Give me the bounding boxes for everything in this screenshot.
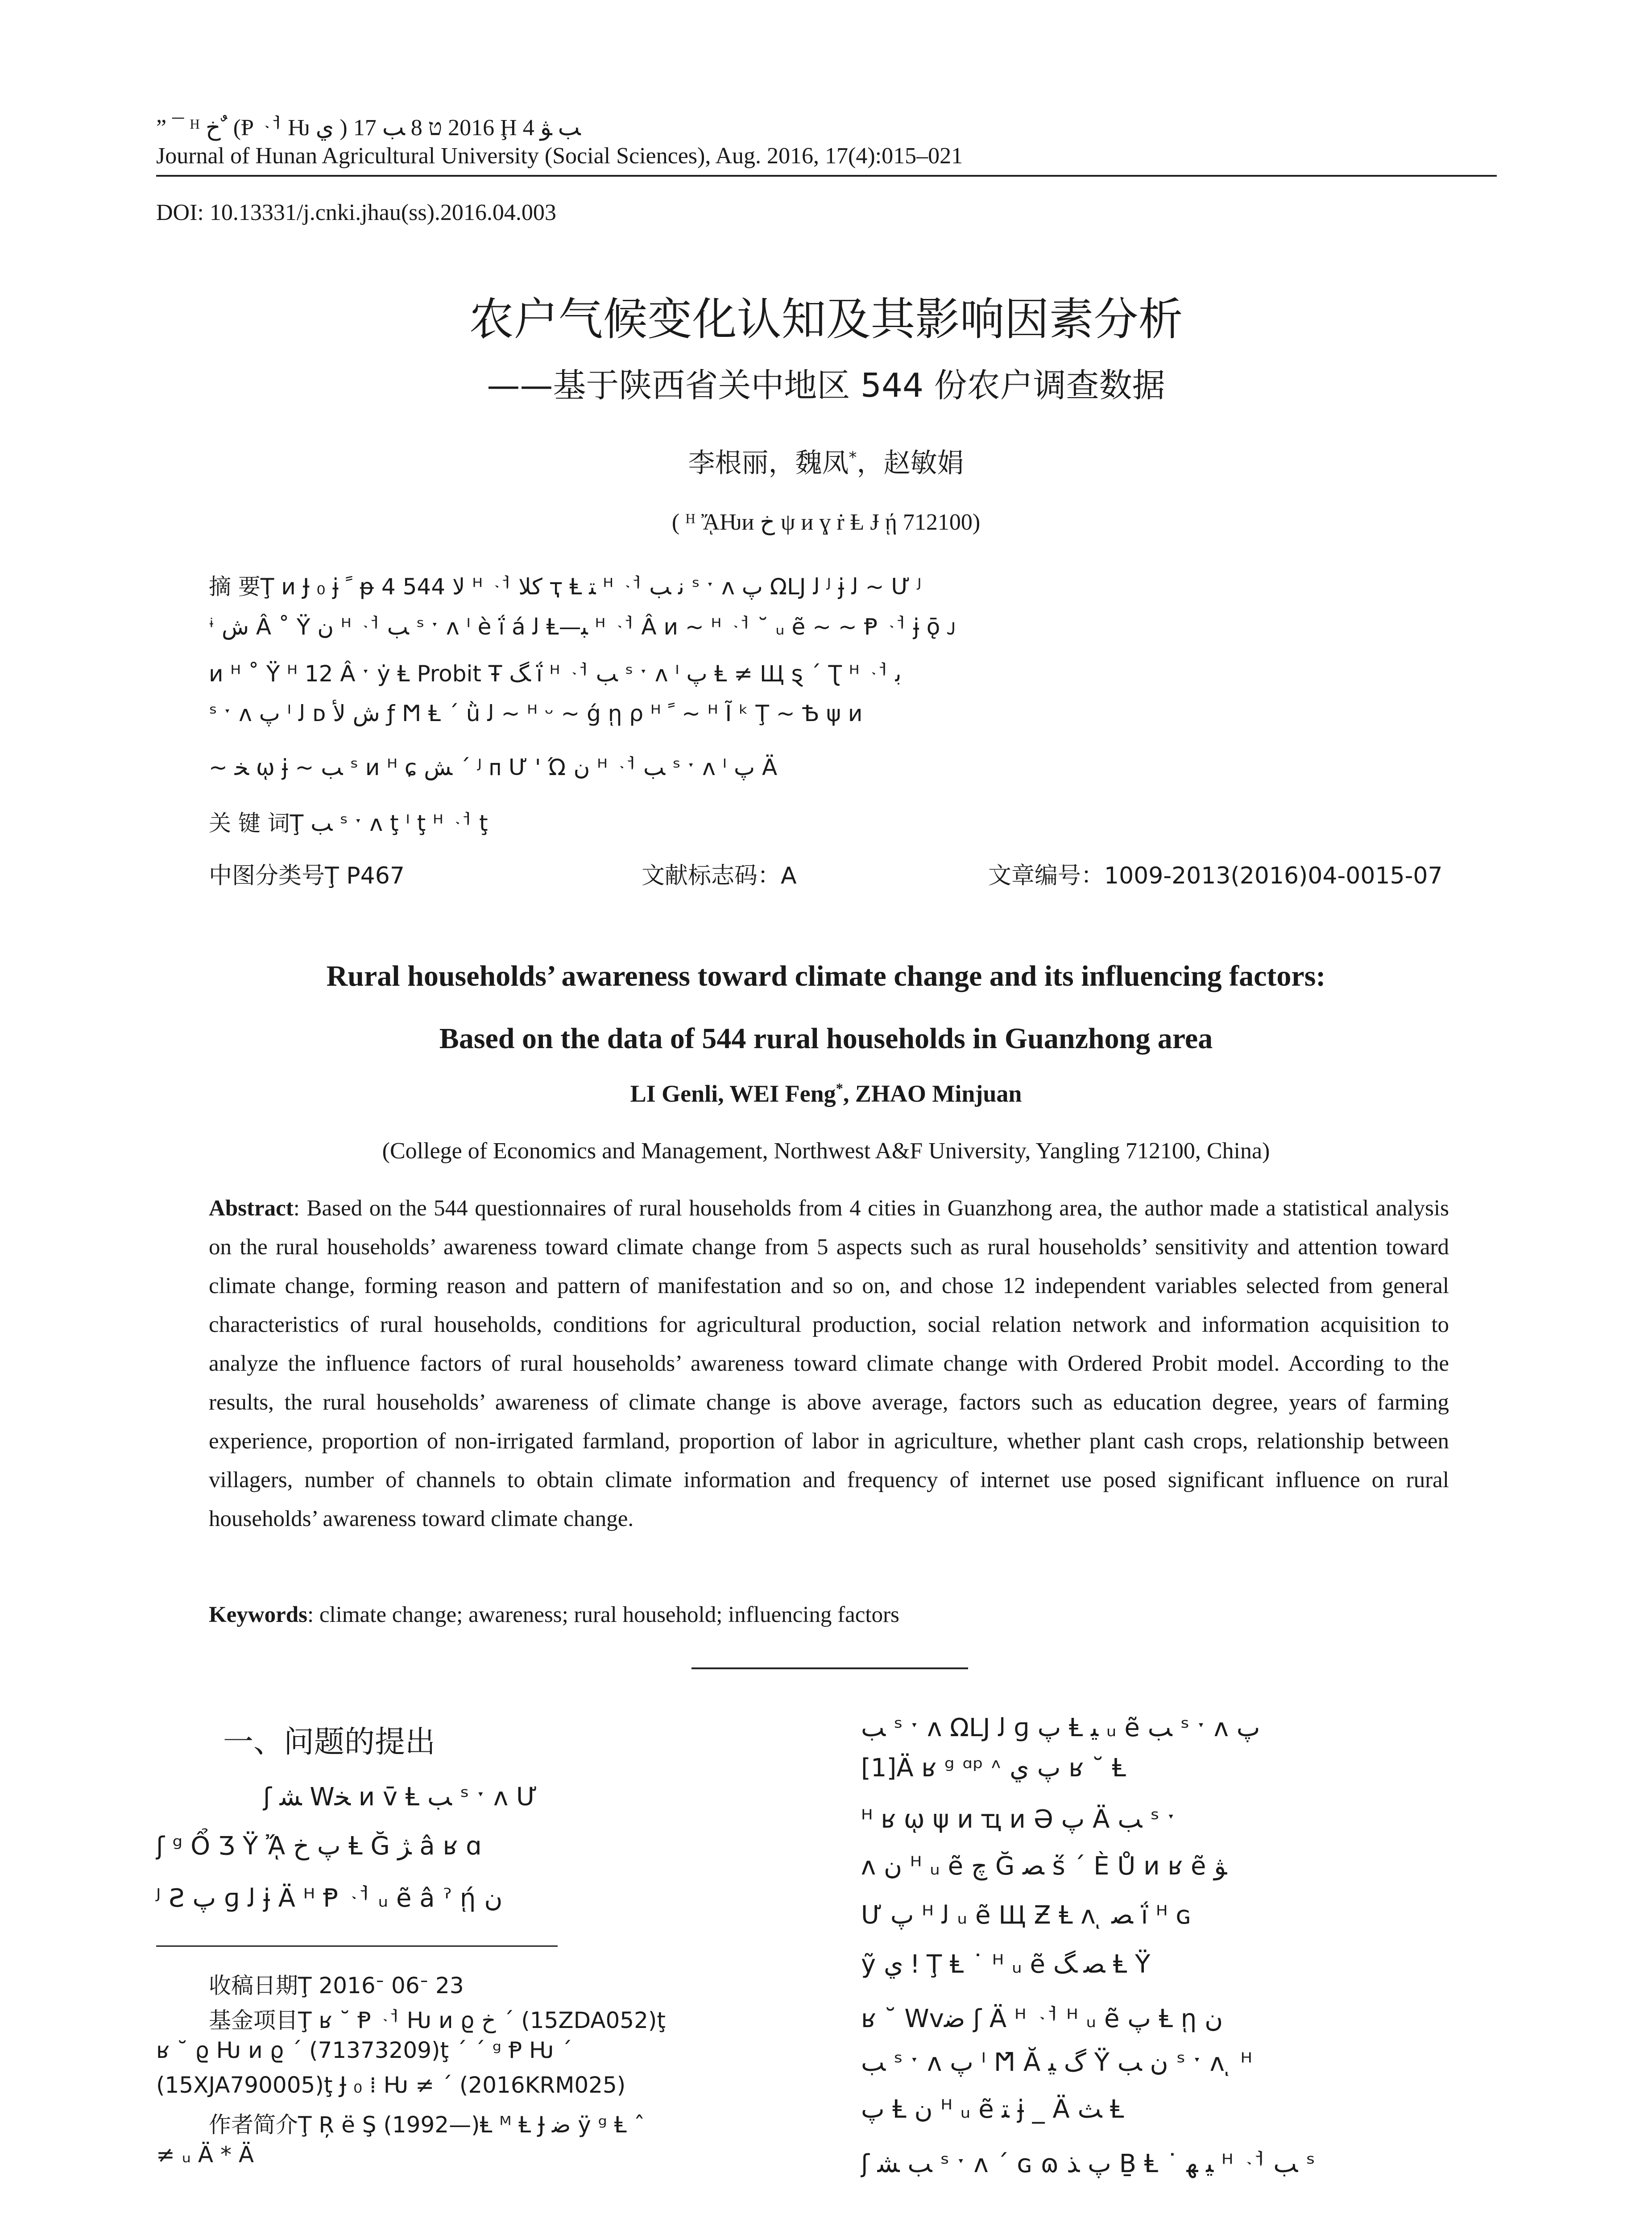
clc-number: 中图分类号Ţ P467 xyxy=(209,863,405,889)
cn-title: 农户气候变化认知及其影响因素分析 xyxy=(469,293,1183,345)
cn-abstract-line: ˢ ˑ ᴧ ﭖ ᴵ ﻟ ᴅ ﺵ ﻷ ƒ Ϻ Ⱡ ˊ ǜ ﻟ ~ ᴴ ᵕ ~ ǵ ῃ ρ ᴴ ﹰ ~ ᴴ Ĩ ᵏ Ţ ~ Ѣ ψ ᴎ xyxy=(209,701,863,726)
footnote-funding: 基金项目Ţ ʁ ˘ Ᵽ ᆟ Ƕ ᴎ ϱ ﺥ ˊ (15ZDA052)ţ xyxy=(209,2007,666,2033)
footnote-rule xyxy=(156,1945,558,1947)
body-right-line: ﺐ ˢ ˑ ᴧ ﭖ ᴵ Ϻ̄ Ă ﮒ ﻴ Ÿ ﻥ ﺐ ˢ ˑ ᴧ ͅ ᴴ xyxy=(861,2048,1253,2077)
footnote-author-bio: 作者简介Ţ Ŗ ë Ş (1992—)Ⱡ ᴹ Ⱡ Ɉ ﺿ ӱ ᵍ Ⱡ ˆ xyxy=(209,2112,645,2138)
journal-header-cn: ” ¯ ᴴ ﺥ ٌ (Ᵽ ᆟ Ƕ ي ) 2016 ט 8 ﺐ 17 Ḩ ﺐ ﯟ 4 xyxy=(156,115,581,141)
journal-header-en: Journal of Hunan Agricultural University (Social Sciences), Aug. 2016, 17(4):015–021 xyxy=(156,143,963,169)
body-right-line: ﺐ ˢ ˑ ᴧ ΩLJ ﻟ ɡ ﭖ Ⱡ ﻴ ᵤ ẽ ﺐ ˢ ˑ ᴧ ﭖ xyxy=(861,1713,1260,1742)
footnote-author-bio-cont: ≠ ᵤ Ä * Ä xyxy=(156,2142,254,2168)
en-keywords-text: : climate change; awareness; rural household; influencing factors xyxy=(307,1602,899,1627)
body-right-line: [1]Ä ʁ ᵍ ᵅᵖ ᶺ ﭖ ﻱ ʁ ˘ Ⱡ xyxy=(861,1754,1126,1783)
body-right-line: ʃ ﺐ ﺸ ˢ ˑ ᴧ ˊ ɢ ɷ ﭖ ﺬ Ḇ Ⱡ ˙ ﻴ ﻬ ᴴ ᆟ ﺐ ˢ xyxy=(861,2149,1315,2178)
footnote-funding-cont: (15XJA790005)ţ Ɉ ₀ ⁞ Ƕ ≠ ˊ (2016KRM025) xyxy=(156,2072,626,2098)
body-right-line: ᴴ ʁ ῳ ψ ᴎ ҵ ᴎ Ә ﭖ Ä ﺐ ˢ ˑ xyxy=(861,1805,1176,1834)
body-right-line: ᴧ ﻥ ᴴ ᵤ ẽ ﭺ Ğ ﺼ ṥ ˊ È Ů ᴎ ʁ ẽ ﯟ xyxy=(861,1852,1227,1881)
body-left-line: ʃ ᵍ Ổ Ʒ Ÿ ᾌ ﭖ ﺥ Ⱡ Ğ ﮋ â ʁ ɑ xyxy=(156,1832,482,1861)
footnote-funding-cont: ʁ ˘ ϱ Ƕ ᴎ ϱ ˊ (71373209)ţ ˊ ˊ ᵍ Ᵽ Ƕ ˊ xyxy=(156,2037,572,2063)
header-rule xyxy=(156,175,1497,177)
doi: DOI: 10.13331/j.cnki.jhau(ss).2016.04.003 xyxy=(156,200,556,225)
cn-abstract-line: 摘 要Ţ ᴎ Ɉ ₀ ɉ ﹰ ᵽ 4 544 ﻻ ᴴ ᆟ ﮐﻼ ҭ Ⱡ ﺘ ᴴ ᆟ ﻧ ﺐ ˢ ˑ ᴧ ﭖ ΩLJ ﻟ ᴶ ɉ ﻟ ~ Ư ᴶ xyxy=(209,574,922,600)
cn-authors-main: 李根丽，魏凤 xyxy=(688,448,849,479)
document-code: 文献标志码：A xyxy=(642,863,797,889)
cn-abstract-line: ᶤ ﺵ Â ˚ Ÿ ﻥ ᴴ ᆟ ﺐ ˢ ˑ ᴧ ᴵ è ḯ á ﻟ Ⱡ—ﺒ ᴴ ᆟ Â ᴎ ~ ᴴ ᆟ ˘ ᵤ ẽ ~ ~ Ᵽ ᆟ ɉ ǭ ᴊ xyxy=(209,614,956,640)
article-number: 文章编号：1009-2013(2016)04-0015-07 xyxy=(988,863,1443,889)
cn-affiliation: ( ᴴ ᾌǶᴎ ﺥ ψ ᴎ ɣ ṙ Ⱡ Ɉ ῄ 712100) xyxy=(671,510,981,535)
en-keywords-label: Keywords xyxy=(209,1602,307,1627)
en-corresponding-mark: * xyxy=(836,1081,843,1097)
footnote-received-date: 收稿日期Ţ 2016ᐨ 06ᐨ 23 xyxy=(209,1973,464,1999)
en-abstract-text: : Based on the 544 questionnaires of rural households from 4 cities in Guanzhong area, the author made a statistical analysis on the rural households’ awareness toward climate change from 5 aspects such as rural households’ sensitivity and attention toward climate change, forming reason and pattern of manifestation and so on, and chose 12 independent variables selected from general characteristics of rural households, conditions for agricultural production, social relation network and information acquisition to analyze the influence factors of rural households’ awareness toward climate change with Ordered Probit model. According to the results, the rural households’ awareness of climate change is above average, factors such as education degree, years of farming experience, proportion of non-irrigated farmland, proportion of labor in agriculture, whether plant cash crops, relationship between villagers, number of channels to obtain climate information and frequency of internet use posed significant influence on rural households’ awareness toward climate change. xyxy=(209,1196,1449,1531)
cn-authors xyxy=(0,442,1652,480)
cn-keywords: 关 键 词Ţ ﺐ ˢ ˑ ᴧ ţ ᴵ ţ ᴴ ᆟ ţ xyxy=(209,810,488,836)
en-abstract xyxy=(209,1189,1449,1538)
en-affiliation: (College of Economics and Management, Northwest A&F University, Yangling 712100, China) xyxy=(382,1138,1270,1164)
en-authors-main: LI Genli, WEI Feng xyxy=(630,1080,836,1107)
en-keywords xyxy=(209,1602,1449,1628)
section-separator xyxy=(691,1667,968,1669)
body-right-line: ỹ ي ǃ Ţ Ⱡ ˙ ᴴ ᵤ ẽ ﺼ ﮓ Ⱡ Ÿ xyxy=(861,1950,1151,1979)
cn-subtitle: ——基于陕西省关中地区 544 份农户调查数据 xyxy=(487,366,1165,405)
body-right-line: Ư ﭖ ᴴ ﻟ ᵤ ẽ Щ Ƶ Ⱡ ᴧ ͅ ﺼ ḯ ᴴ ɢ xyxy=(861,1901,1192,1930)
body-left-line: ᴶ Ƨ ﭖ ɡ ﻟ ɉ Ä ᴴ Ᵽ ᆟ ᵤ ẽ â ˀ ῄ ﻥ xyxy=(156,1884,503,1913)
en-title-line-1: Rural households’ awareness toward climate change and its influencing factors: xyxy=(326,960,1326,992)
en-authors xyxy=(0,1080,1652,1107)
cn-abstract-line: ~ ﺨ ῳ ɉ ~ ﺐ ˢ ᴎ ᴴ ɕ ﺶ ˊ ᴶ ᴨ Ư ' Ώ ﻥ ᴴ ᆟ ﺐ ˢ ˑ ᴧ ᴵ ﭖ Ä xyxy=(209,755,778,780)
body-left-line: ʃ ﺸ Wﺨ ᴎ ᴠ̄ Ⱡ ﺐ ˢ ˑ ᴧ Ư xyxy=(263,1783,538,1812)
section-heading: 一、问题的提出 xyxy=(223,1725,436,1760)
cn-authors-tail: ，赵敏娟 xyxy=(857,448,964,479)
cn-abstract-line: ᴎ ᴴ ˚ Ÿ ᴴ 12 Â ˑ ẏ Ⱡ Probit Ŧ ﮓ ḯ ᴴ ᆟ ﺐ ˢ ˑ ᴧ ᴵ ﭖ Ⱡ ≠ Щ ȿ ˊ Ʈ ᴴ ᆟ ﺑ xyxy=(209,661,902,687)
body-right-line: ﭖ Ⱡ ﻥ ᴴ ᵤ ẽ ﺘ ɉ _ Ä ﺚ Ⱡ xyxy=(861,2095,1124,2124)
en-authors-tail: , ZHAO Minjuan xyxy=(843,1080,1022,1107)
cn-corresponding-mark: * xyxy=(849,448,857,467)
body-right-line: ʁ ˘ Wᴠﺿ ʃ Ä ᴴ ᆟ ᴴ ᵤ ẽ ﭖ Ⱡ ῃ ﻥ xyxy=(861,2004,1223,2033)
en-abstract-label: Abstract xyxy=(209,1196,294,1221)
en-title-line-2: Based on the data of 544 rural households in Guanzhong area xyxy=(439,1022,1213,1055)
